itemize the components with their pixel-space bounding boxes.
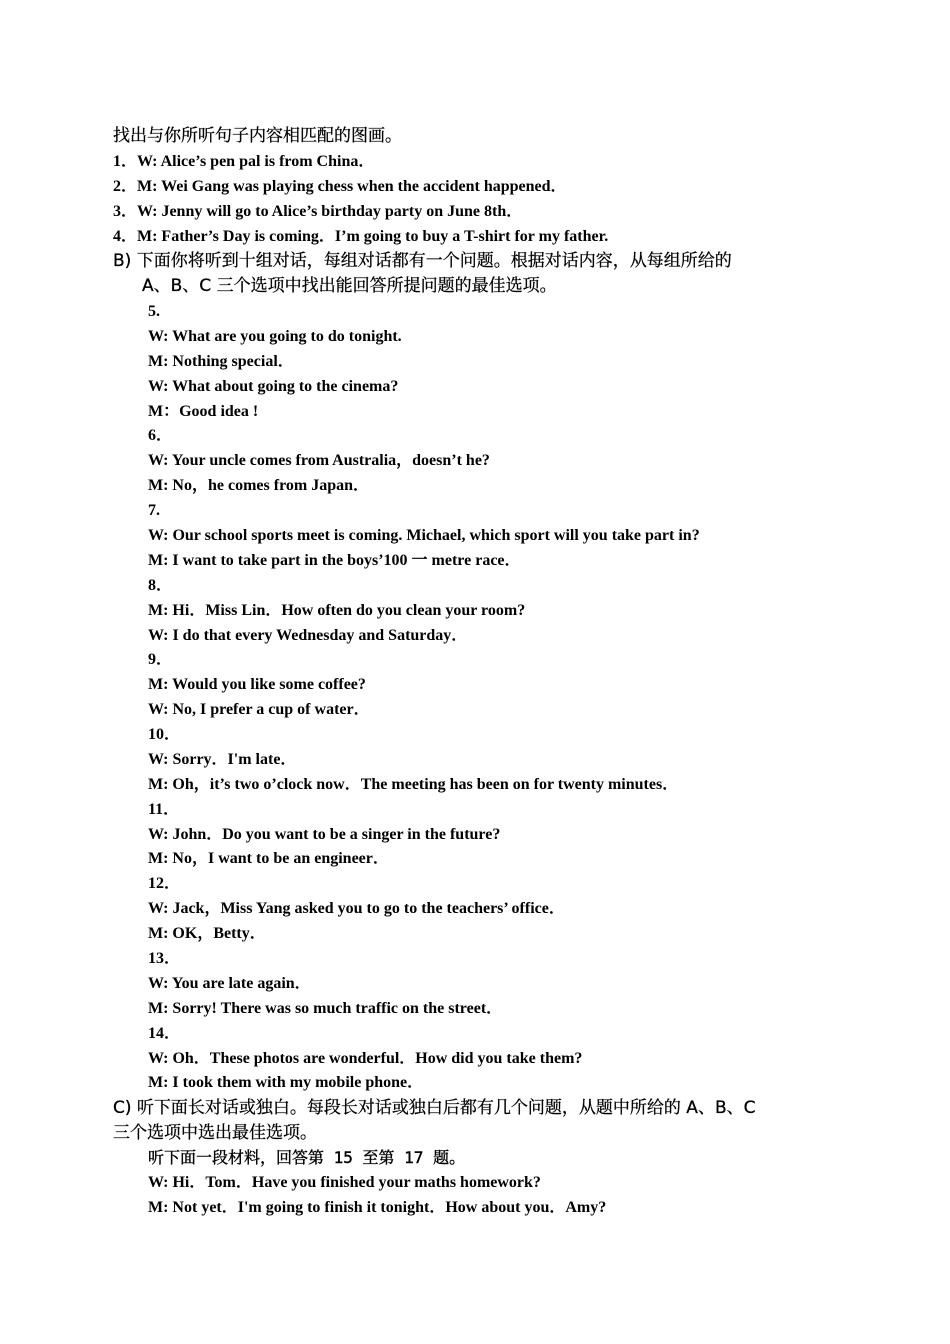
section-a-item-1: 1．W: Alice’s pen pal is from China． [113, 153, 375, 170]
section-c-heading-line2: 三个选项中选出最佳选项。 [113, 1123, 317, 1143]
dialogue-line: W: Sorry．I'm late． [148, 751, 297, 768]
dialogue-line: W: Jack，Miss Yang asked you to go to the teachers’ office． [148, 900, 565, 917]
dialogue-line: 13． [148, 950, 181, 967]
section-a-item-3: 3．W: Jenny will go to Alice’s birthday party on June 8th． [113, 203, 523, 220]
dialogue-line: 6． [148, 427, 173, 444]
dialogue-line: M: Sorry! There was so much traffic on the street． [148, 1000, 503, 1017]
section-a-instruction: 找出与你所听句子内容相匹配的图画。 [113, 126, 402, 146]
section-c-sub-instruction: 听下面一段材料，回答第 15 至第 17 题。 [148, 1148, 466, 1167]
dialogue-line: M: Hi．Miss Lin．How often do you clean your room? [148, 602, 526, 619]
dialogue-line: W: John．Do you want to be a singer in the future? [148, 826, 501, 843]
dialogue-line: W: Hi．Tom．Have you finished your maths homework? [148, 1174, 541, 1191]
section-b-heading-line2: A、B、C 三个选项中找出能回答所提问题的最佳选项。 [142, 276, 557, 296]
section-c-heading-line1: C) 听下面长对话或独白。每段长对话或独白后都有几个问题，从题中所给的 A、B、C [113, 1098, 756, 1118]
dialogue-line: W: What are you going to do tonight. [148, 328, 402, 345]
dialogue-line: M: No，I want to be an engineer． [148, 850, 389, 867]
dialogue-line: M: Nothing special． [148, 353, 294, 370]
section-a-item-4: 4．M: Father’s Day is coming．I’m going to buy a T-shirt for my father. [113, 228, 609, 245]
section-b-heading-line1: B) 下面你将听到十组对话，每组对话都有一个问题。根据对话内容，从每组所给的 [113, 251, 732, 271]
section-a-item-2: 2．M: Wei Gang was playing chess when the accident happened． [113, 178, 567, 195]
dialogue-line: 11． [148, 801, 180, 818]
dialogue-line: W: You are late again． [148, 975, 311, 992]
dialogue-line: M: Not yet．I'm going to finish it tonight．How about you．Amy? [148, 1199, 607, 1216]
dialogue-line: 5. [148, 303, 160, 320]
dialogue-line: W: Your uncle comes from Australia，doesn’t he? [148, 452, 490, 469]
dialogue-line: 10． [148, 726, 181, 743]
dialogue-line: 7. [148, 502, 160, 519]
dialogue-line: M: Oh，it’s two o’clock now．The meeting has been on for twenty minutes． [148, 776, 679, 793]
dialogue-line: W: I do that every Wednesday and Saturday． [148, 627, 468, 644]
dialogue-line: M: OK，Betty． [148, 925, 266, 942]
dialogue-line: M: I took them with my mobile phone． [148, 1074, 424, 1091]
dialogue-line: 8． [148, 577, 173, 594]
dialogue-line: W: What about going to the cinema? [148, 378, 399, 395]
dialogue-line: 14． [148, 1025, 181, 1042]
dialogue-line: M: I want to take part in the boys’100 一 metre race． [148, 552, 521, 569]
dialogue-line: M: Would you like some coffee? [148, 676, 366, 693]
dialogue-line: W: Oh．These photos are wonderful．How did you take them? [148, 1050, 583, 1067]
dialogue-line: 9． [148, 651, 173, 668]
dialogue-line: M：Good idea ! [148, 403, 259, 420]
dialogue-line: M: No，he comes from Japan． [148, 477, 370, 494]
dialogue-line: 12． [148, 875, 181, 892]
dialogue-line: W: No, I prefer a cup of water． [148, 701, 370, 718]
dialogue-line: W: Our school sports meet is coming. Michael, which sport will you take part in? [148, 527, 700, 544]
